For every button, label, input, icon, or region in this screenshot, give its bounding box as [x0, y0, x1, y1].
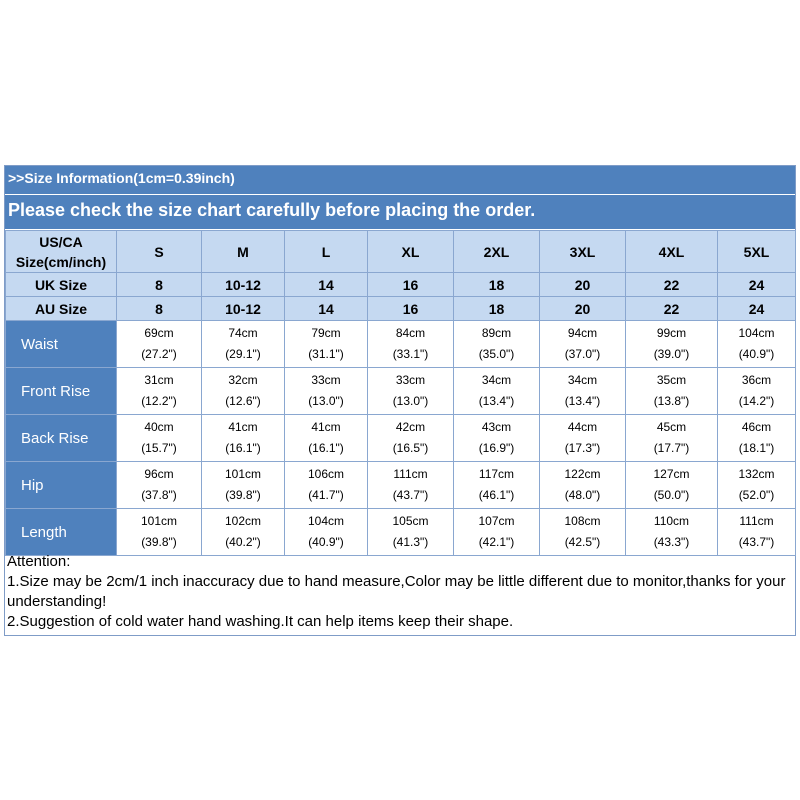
measurement-cell: [117, 368, 202, 415]
value-inch: (12.2"): [141, 394, 177, 408]
value-cm: 111cm: [393, 467, 428, 481]
value-inch: (17.7"): [653, 441, 690, 455]
value-cm: 79cm: [311, 326, 341, 340]
size-chart: [4, 165, 796, 636]
size-col-header: 4XL: [626, 231, 718, 273]
value-cm: 102cm: [224, 514, 262, 528]
uk-size-row-value: 14: [285, 273, 368, 297]
size-col-header: L: [285, 231, 368, 273]
size-unit-label: Size(cm/inch): [15, 253, 107, 270]
value-inch: (37.8"): [141, 488, 177, 502]
measurement-label: Length: [6, 509, 117, 556]
attention-line-2: 2.Suggestion of cold water hand washing.It can help items keep their shape.: [7, 613, 514, 630]
uk-size-row-label: UK Size: [6, 273, 117, 297]
value-cm: 96cm: [144, 467, 174, 481]
value-cm: 74cm: [228, 326, 258, 340]
measurement-cell: [368, 321, 454, 368]
attention-notes: [5, 552, 795, 632]
au-size-row-value: 10-12: [202, 297, 285, 321]
au-size-row-value: 18: [454, 297, 540, 321]
measurement-cell: [626, 462, 718, 509]
value-inch: (39.0"): [653, 347, 690, 361]
measurement-cell: [368, 509, 454, 556]
value-inch: (18.1"): [738, 441, 775, 455]
value-cm: 110cm: [653, 514, 690, 528]
measurement-cell: [718, 415, 796, 462]
measurement-label: Front Rise: [6, 368, 117, 415]
measurement-cell: [285, 321, 368, 368]
value-cm: 127cm: [653, 467, 690, 481]
value-inch: (13.4"): [564, 394, 601, 408]
measurement-cell: [202, 415, 285, 462]
uk-size-row-value: 16: [368, 273, 454, 297]
measurement-cell: [117, 509, 202, 556]
uk-size-row-value: 18: [454, 273, 540, 297]
measurement-cell: [718, 509, 796, 556]
measurement-cell: [626, 321, 718, 368]
value-cm: 46cm: [741, 420, 772, 434]
value-inch: (13.8"): [653, 394, 690, 408]
value-cm: 104cm: [307, 514, 345, 528]
size-col-header: 5XL: [718, 231, 796, 273]
measurement-row: [6, 321, 796, 368]
value-cm: 106cm: [307, 467, 345, 481]
size-header-row: [6, 231, 796, 273]
measurement-cell: [626, 509, 718, 556]
value-inch: (43.3"): [653, 535, 690, 549]
measurement-cell: [285, 462, 368, 509]
au-size-row-value: 8: [117, 297, 202, 321]
value-cm: 132cm: [738, 467, 775, 481]
us-ca-label: US/CA: [39, 233, 83, 250]
value-cm: 101cm: [224, 467, 262, 481]
value-cm: 42cm: [395, 420, 426, 434]
value-inch: (52.0"): [738, 488, 775, 502]
attention-line-1: 1.Size may be 2cm/1 inch inaccuracy due to hand measure,Color may be little different due to monitor,thanks for your understanding!: [7, 573, 786, 610]
value-cm: 104cm: [738, 326, 775, 340]
value-cm: 122cm: [564, 467, 601, 481]
measurement-cell: [117, 415, 202, 462]
value-inch: (17.3"): [564, 441, 601, 455]
measurement-cell: [202, 368, 285, 415]
value-cm: 94cm: [567, 326, 598, 340]
measurement-cell: [368, 462, 454, 509]
value-inch: (46.1"): [478, 488, 515, 502]
value-inch: (35.0"): [478, 347, 515, 361]
value-inch: (15.7"): [141, 441, 177, 455]
measurement-cell: [454, 415, 540, 462]
measurement-cell: [202, 321, 285, 368]
au-size-row-value: 14: [285, 297, 368, 321]
au-size-row: [6, 297, 796, 321]
measurement-row: [6, 415, 796, 462]
au-size-row-value: 22: [626, 297, 718, 321]
value-inch: (13.0"): [392, 394, 429, 408]
measurement-cell: [718, 321, 796, 368]
au-size-row-value: 16: [368, 297, 454, 321]
size-col-header: M: [202, 231, 285, 273]
measurement-cell: [718, 368, 796, 415]
measurement-cell: [285, 509, 368, 556]
value-inch: (40.2"): [225, 535, 261, 549]
measurement-label: Waist: [6, 321, 117, 368]
value-cm: 101cm: [140, 514, 178, 528]
value-inch: (37.0"): [564, 347, 601, 361]
value-inch: (16.5"): [392, 441, 429, 455]
value-inch: (16.9"): [478, 441, 515, 455]
measurement-cell: [454, 368, 540, 415]
value-inch: (39.8"): [141, 535, 177, 549]
measurement-cell: [626, 415, 718, 462]
measurement-cell: [454, 509, 540, 556]
measurement-label: Back Rise: [6, 415, 117, 462]
measurement-cell: [540, 368, 626, 415]
uk-size-row-value: 22: [626, 273, 718, 297]
value-cm: 44cm: [567, 420, 598, 434]
value-inch: (14.2"): [738, 394, 775, 408]
value-inch: (41.7"): [308, 488, 344, 502]
uk-size-row-value: 10-12: [202, 273, 285, 297]
value-inch: (16.1"): [225, 441, 261, 455]
value-inch: (33.1"): [392, 347, 429, 361]
size-col-header: XL: [368, 231, 454, 273]
value-cm: 36cm: [741, 373, 772, 387]
value-cm: 34cm: [481, 373, 512, 387]
uk-size-row-value: 24: [718, 273, 796, 297]
measurement-row: [6, 368, 796, 415]
measurement-cell: [540, 509, 626, 556]
measurement-cell: [202, 462, 285, 509]
value-cm: 105cm: [392, 514, 429, 528]
au-size-row-value: 20: [540, 297, 626, 321]
value-inch: (48.0"): [564, 488, 601, 502]
measurement-cell: [117, 321, 202, 368]
measurement-cell: [718, 462, 796, 509]
size-notice-banner: Please check the size chart carefully before placing the order.: [5, 194, 795, 229]
value-cm: 32cm: [228, 373, 258, 387]
value-inch: (40.9"): [308, 535, 344, 549]
value-cm: 69cm: [144, 326, 174, 340]
value-cm: 35cm: [656, 373, 687, 387]
measurement-cell: [540, 462, 626, 509]
value-cm: 45cm: [656, 420, 687, 434]
value-cm: 43cm: [481, 420, 512, 434]
us-ca-size-label: [6, 231, 117, 273]
value-cm: 84cm: [395, 326, 426, 340]
value-inch: (27.2"): [141, 347, 177, 361]
measurement-cell: [454, 462, 540, 509]
value-inch: (12.6"): [225, 394, 261, 408]
measurement-cell: [540, 415, 626, 462]
value-inch: (29.1"): [225, 347, 261, 361]
size-info-banner: >>Size Information(1cm=0.39inch): [5, 166, 795, 194]
measurement-cell: [368, 415, 454, 462]
value-inch: (13.4"): [478, 394, 515, 408]
au-size-row-value: 24: [718, 297, 796, 321]
value-inch: (43.7"): [738, 535, 775, 549]
uk-size-row-value: 20: [540, 273, 626, 297]
value-cm: 33cm: [311, 373, 341, 387]
value-inch: (43.7"): [392, 488, 429, 502]
au-size-row-label: AU Size: [6, 297, 117, 321]
value-cm: 40cm: [144, 420, 174, 434]
value-cm: 33cm: [395, 373, 426, 387]
measurement-cell: [368, 368, 454, 415]
value-cm: 108cm: [564, 514, 601, 528]
value-inch: (41.3"): [392, 535, 429, 549]
uk-size-row: [6, 273, 796, 297]
measurement-cell: [285, 415, 368, 462]
value-cm: 31cm: [144, 373, 174, 387]
value-inch: (42.5"): [564, 535, 601, 549]
value-inch: (40.9"): [738, 347, 775, 361]
value-cm: 34cm: [567, 373, 598, 387]
measurement-cell: [540, 321, 626, 368]
value-cm: 89cm: [481, 326, 512, 340]
measurement-cell: [202, 509, 285, 556]
value-cm: 41cm: [228, 420, 258, 434]
uk-size-row-value: 8: [117, 273, 202, 297]
measurement-label: Hip: [6, 462, 117, 509]
value-cm: 41cm: [311, 420, 341, 434]
value-cm: 111cm: [739, 514, 774, 528]
size-col-header: 3XL: [540, 231, 626, 273]
value-inch: (50.0"): [653, 488, 690, 502]
value-inch: (16.1"): [308, 441, 344, 455]
value-cm: 107cm: [478, 514, 515, 528]
measurement-cell: [454, 321, 540, 368]
value-inch: (42.1"): [478, 535, 515, 549]
value-inch: (39.8"): [225, 488, 261, 502]
measurement-row: [6, 462, 796, 509]
measurement-cell: [285, 368, 368, 415]
value-inch: (13.0"): [308, 394, 344, 408]
measurement-row: [6, 509, 796, 556]
size-col-header: 2XL: [454, 231, 540, 273]
attention-title: Attention:: [7, 553, 71, 570]
value-inch: (31.1"): [308, 347, 344, 361]
measurement-cell: [626, 368, 718, 415]
size-col-header: S: [117, 231, 202, 273]
value-cm: 99cm: [656, 326, 687, 340]
size-table: [5, 230, 796, 556]
value-cm: 117cm: [478, 467, 515, 481]
measurement-cell: [117, 462, 202, 509]
